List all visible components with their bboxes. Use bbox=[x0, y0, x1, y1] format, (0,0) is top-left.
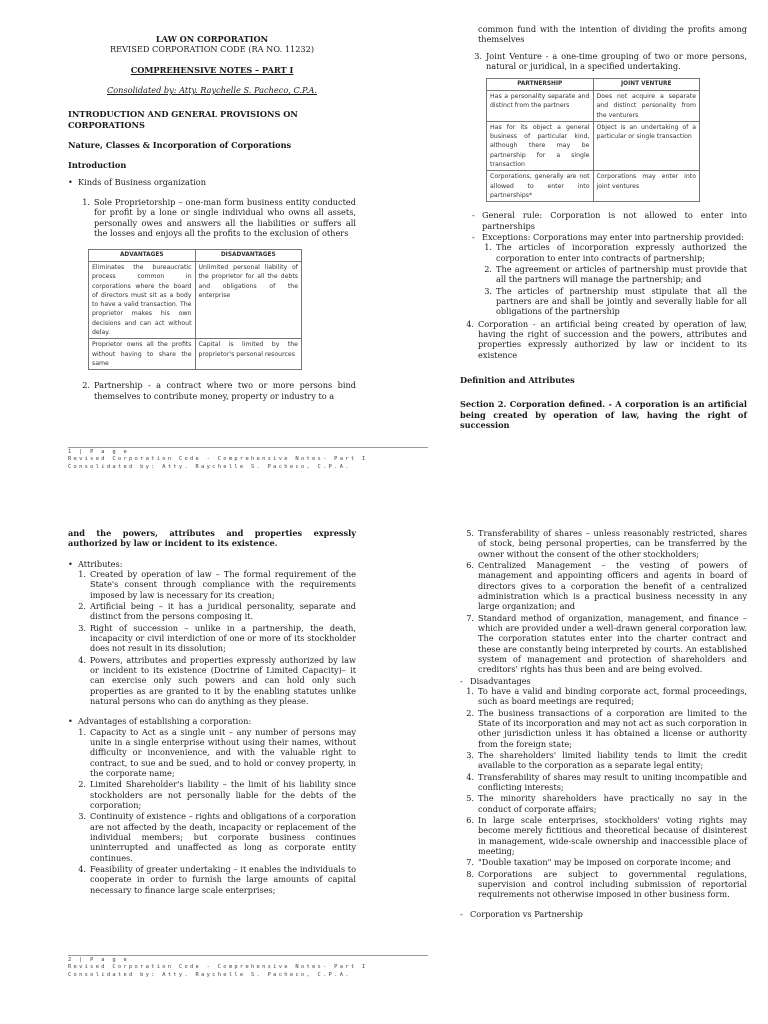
table-row: Proprietor owns all the profits without having to share the same Capital is limited by the proprietor's personal resources bbox=[89, 339, 302, 370]
advantages-list bbox=[72, 727, 356, 895]
partnership-vs-jv-table bbox=[486, 78, 700, 202]
list-item: 3. Right of succession – unlike in a partnership, the death, incapacity or civil interdiction of one or more of its stockholder does not result in its dissolution; bbox=[78, 622, 356, 654]
doc-subtitle: REVISED CORPORATION CODE (RA NO. 11232) bbox=[109, 44, 315, 55]
list-item-partnership: 2. Partnership - a contract where two or more persons bind themselves to contribute money, property or industry to a bbox=[82, 380, 356, 401]
list-item-joint-venture: 3. Joint Venture - a one-time grouping of two or more persons, natural or juridical, in a specified undertaking. bbox=[474, 50, 747, 71]
table-row: Has a personality separate and distinct from the partners Does not acquire a separate and distinct personality from the venturers bbox=[487, 91, 700, 122]
list-item: 1. The articles of incorporation expressly authorized the corporation to enter into contracts of partnership; bbox=[484, 242, 747, 263]
intro-heading: Introduction bbox=[68, 160, 127, 171]
bullet-advantages: • Advantages of establishing a corporation: bbox=[68, 716, 252, 727]
list-item: 3. Continuity of existence – rights and obligations of a corporation are not affected by the death, incapacity or replacement of the individual members; but corporate business continues uninterrupted and unaffected as long as corporate entity continues. bbox=[78, 811, 356, 863]
list-item: 2. The agreement or articles of partnership must provide that all the partners will manage the partnership; and bbox=[484, 263, 747, 285]
page2-left-column bbox=[68, 528, 356, 896]
page2-right-column bbox=[460, 528, 747, 920]
page1-footer: 1 | P a g e Revised Corporation Code - Comprehensive Notes- Part I Consolidated by: Atty. Raychelle S. Pacheco, C.P.A. bbox=[68, 447, 428, 471]
disadvantages-list bbox=[460, 686, 747, 900]
table-header: DISADVANTAGES bbox=[195, 250, 302, 262]
notes-title: COMPREHENSIVE NOTES – PART I bbox=[130, 64, 294, 75]
list-item: 6. In large scale enterprises, stockholders' voting rights may become merely fictitious and theoretical because of disinterest in management, wide-scale ownership and inaccessible place of meeting; bbox=[466, 814, 747, 856]
table-header: PARTNERSHIP bbox=[487, 79, 594, 91]
table-header: JOINT VENTURE bbox=[593, 79, 700, 91]
list-item: 2. Artificial being – it has a juridical personality, separate and distinct from the persons composing it. bbox=[78, 600, 356, 622]
list-item: 7. "Double taxation" may be imposed on corporate income; and bbox=[466, 857, 731, 868]
list-item: 1. Capacity to Act as a single unit – any number of persons may unite in a single enterprise without using their names, without difficulty or inconvenience, and with the valuable right to contract, to sue and be sued, and to hold or convey property, in the corporate name; bbox=[78, 726, 356, 778]
list-item: 7. Standard method of organization, management, and finance – which are provided under a well-drawn general corporation law. The corporation statutes enter into the charter contract and these are constantly being interpreted by courts. An established system of management and protection of shareholders and creditors' rights has thus been and are being evolved. bbox=[466, 612, 747, 675]
section-heading: INTRODUCTION AND GENERAL PROVISIONS ON CORPORATIONS bbox=[68, 109, 298, 130]
bullet-kinds: • Kinds of Business organization bbox=[68, 176, 207, 187]
bullet-exceptions: - Exceptions: Corporations may enter into partnership provided: bbox=[472, 231, 744, 242]
doc-title: LAW ON CORPORATION bbox=[155, 34, 269, 44]
page1-right-column bbox=[460, 24, 747, 430]
list-item: 3. The shareholders' limited liability tends to limit the credit available to the corporation as a separate legal entity; bbox=[466, 749, 747, 771]
bullet-disadvantages: - Disadvantages bbox=[460, 675, 531, 686]
table-header: ADVANTAGES bbox=[89, 250, 196, 262]
list-item: 4. Feasibility of greater undertaking – it enables the individuals to cooperate in order to furnish the large amounts of capital necessary to finance large scale enterprises; bbox=[78, 863, 356, 895]
list-item: 8. Corporations are subject to governmental regulations, supervision and control including submission of reportorial requirements not otherwise imposed in other business form. bbox=[466, 868, 747, 900]
bullet-attributes: • Attributes: bbox=[68, 558, 123, 569]
definition-heading: Definition and Attributes bbox=[460, 374, 575, 385]
attributes-list bbox=[72, 569, 356, 706]
consolidated-by: Consolidated by: Atty. Raychelle S. Pacheco, C.P.A. bbox=[106, 84, 317, 95]
table-row: Eliminates the bureaucratic process common in corporations where the board of directors must sit as a body to have a valid transaction. The proprietor makes his own decisions and can act without delay. Unlimited personal liability of the proprietor for all the debts and obligations of the enterprise bbox=[89, 261, 302, 338]
list-item: 3. The articles of partnership must stipulate that all the partners are and shall be jointly and severally liable for all obligations of the partnership bbox=[484, 285, 747, 317]
partnership-cont: common fund with the intention of dividing the profits among themselves bbox=[478, 24, 747, 45]
list-item: 5. Transferability of shares – unless reasonably restricted, shares of stock, being personal properties, can be transferred by the owner without the consent of the other stockholders; bbox=[466, 528, 747, 559]
list-item: 6. Centralized Management – the vesting of powers of management and appointing officers and agents in board of directors gives to a corporation the benefit of a centralized administration which is a practical business necessity in any large organization; and bbox=[466, 559, 747, 612]
page1-left-column bbox=[68, 34, 356, 402]
list-item: 2. Limited Shareholder's liability – the limit of his liability since stockholders are not personally liable for the debts of the corporation; bbox=[78, 779, 356, 810]
list-item: 5. The minority shareholders have practically no say in the conduct of corporate affairs; bbox=[466, 793, 747, 814]
section-2-text: Section 2. Corporation defined. - A corporation is an artificial being created by operation of law, having the right of succession bbox=[460, 399, 747, 430]
section-2-cont: and the powers, attributes and properties expressly authorized by law or incident to its existence. bbox=[68, 528, 356, 549]
bullet-general-rule: - General rule: Corporation is not allowed to enter into partnerships bbox=[472, 210, 747, 231]
document-page-2 bbox=[0, 512, 768, 1024]
page2-footer: 2 | P a g e Revised Corporation Code - Comprehensive Notes- Part I Consolidated by: Atty. Raychelle S. Pacheco, C.P.A. bbox=[68, 955, 428, 979]
list-item-sole-proprietorship: 1. Sole Proprietorship – one-man form business entity conducted for profit by a lone or single individual who owns all assets, personally owes and answers all the liabilities or suffers all the losses and enjoys all the profits to the exclusion of others bbox=[82, 196, 356, 238]
table-row: Has for its object a general business of particular kind, although there may be partnership for a single transaction Object is an undertaking of a particular or single transaction bbox=[487, 121, 700, 170]
list-item: 1. Created by operation of law – The formal requirement of the State's consent through compliance with the requirements imposed by law is necessary for its creation; bbox=[78, 568, 356, 600]
advantages-cont-list bbox=[460, 528, 747, 675]
list-item: 2. The business transactions of a corporation are limited to the State of its incorporation and may not act as such corporation in other jurisdiction unless it has obtained a license or authority from the foreign state; bbox=[466, 707, 747, 749]
sole-proprietorship-table bbox=[88, 249, 302, 370]
list-item: 1. To have a valid and binding corporate act, formal proceedings, such as board meetings are required; bbox=[466, 685, 747, 707]
list-item: 4. Transferability of shares may result to uniting incompatible and conflicting interests; bbox=[466, 771, 747, 792]
table-row: Corporations, generally are not allowed to enter into partnerships* Corporations may enter into joint ventures bbox=[487, 171, 700, 202]
sub-heading: Nature, Classes & Incorporation of Corporations bbox=[68, 139, 292, 150]
list-item-corporation: 4. Corporation - an artificial being created by operation of law, having the right of succession and the powers, attributes and properties expressly authorized by law or incident to its existence bbox=[466, 318, 747, 360]
bullet-corp-vs-partnership: - Corporation vs Partnership bbox=[460, 909, 583, 920]
exceptions-list bbox=[478, 242, 747, 316]
list-item: 4. Powers, attributes and properties expressly authorized by law or incident to its existence (Doctrine of Limited Capacity)– it can exercise only such powers and can hold only such properties as are granted to it by the enabling statutes unlike natural persons who can do anything as they please. bbox=[78, 654, 356, 706]
